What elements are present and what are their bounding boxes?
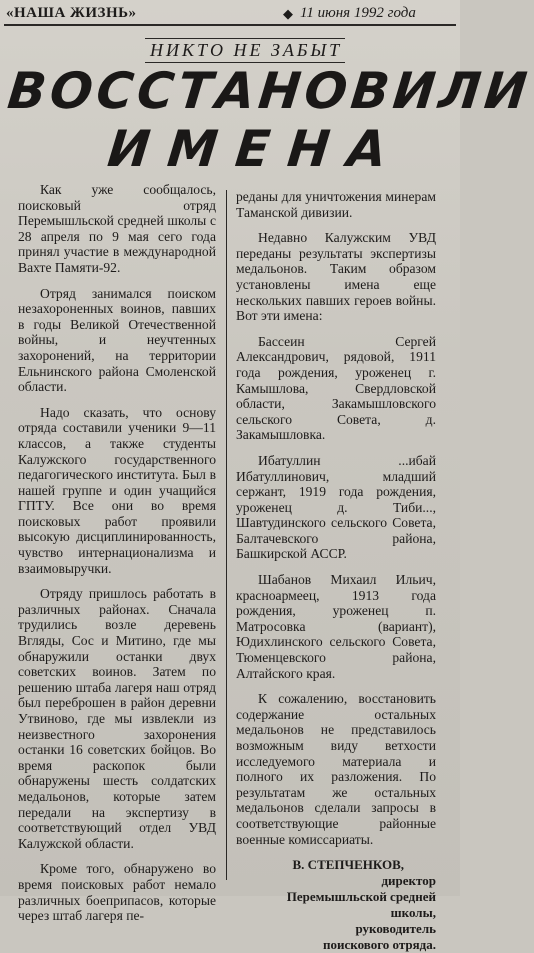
author-name: В. СТЕПЧЕНКОВ, [292,857,404,873]
paragraph: Отряду пришлось работать в различных районах. Сначала трудились возле деревень Вгляды, Сос и Митино, где мы обнаружили останки двух советских воинов. Затем по решению штаба лагеря наш отряд был переброшен в район деревни Утвиново, где мы извлекли из неизвестного захоронения останки 16 советских бойцов. Во время раскопок были обнаружены шесть солдатских медальонов, которые затем передали на экспертизу в соответствующий отдел УВД Калужской области. [18,586,216,851]
rubric: НИКТО НЕ ЗАБЫТ [150,40,343,60]
paragraph: Ибатуллин ...ибай Ибатуллинович, младший сержант, 1919 года рождения, уроженец д. Тиби..., Шавтудинского сельского Совета, Балтачевского района, Башкирской АССР. [236,452,436,562]
headline-line-1: ВОССТАНОВИЛИ [4,62,534,120]
column-divider [226,190,227,880]
headline-line-2: ИМЕНА [104,120,408,178]
masthead [0,4,460,24]
left-column [18,182,216,934]
issue-date: 11 июня 1992 года [300,5,416,21]
paragraph: Надо сказать, что основу отряда составили ученики 9—11 классов, а также студенты Калужского государственного педагогического института. Был в нашей группе и один учащийся ГПТУ. Все они во время поисковых работ проявили высокую дисциплинированность, чувство интернационализма и взаимовыручки. [18,404,216,576]
masthead-rule [4,24,456,26]
rubric-top-rule [145,38,345,39]
author-title: школы, [390,905,436,921]
author-signature [236,857,436,953]
paragraph: Недавно Калужским УВД переданы результаты экспертизы медальонов. Таким образом установлены имена еще нескольких павших героев войны. Вот эти имена: [236,230,436,324]
paragraph: Как уже сообщалось, поисковый отряд Перемышльской средней школы с 28 апреля по 9 мая сего года принял участие в международной Вахте Памяти-92. [18,182,216,275]
diamond-icon: ◆ [283,6,293,21]
paragraph: Шабанов Михаил Ильич, красноармеец, 1913 года рождения, уроженец п. Матросовка (вариант), Юдихлинского сельского Совета, Тюменцевского района, Алтайского края. [236,572,436,681]
author-title: руководитель [355,921,436,937]
author-title: поискового отряда. [323,937,436,953]
paragraph: Кроме того, обнаружено во время поисковых работ немало различных боеприпасов, которые через штаб лагеря пе- [18,861,216,924]
paragraph: реданы для уничтожения минерам Таманской дивизии. [236,189,436,220]
right-column [236,189,436,953]
paragraph: К сожалению, восстановить содержание остальных медальонов не представилось возможным виду ветхости исследуемого материала и полного их разложения. По результатам же остальных медальонов сделали запросы в соответствующие районные военные комиссариаты. [236,691,436,847]
author-title: Перемышльской средней [286,889,436,905]
newspaper-name: «НАША ЖИЗНЬ» [6,5,137,21]
author-title: директор [381,873,436,889]
paragraph: Бассеин Сергей Александрович, рядовой, 1911 года рождения, уроженец г. Камышлова, Свердловской области, Закамышловского сельского Совета, д. Закамышловка. [236,333,436,443]
paragraph: Отряд занимался поиском незахороненных воинов, павших в годы Великой Отечественной войны, и неучтенных захоронений, на территории Ельнинского района Смоленской области. [18,285,216,395]
